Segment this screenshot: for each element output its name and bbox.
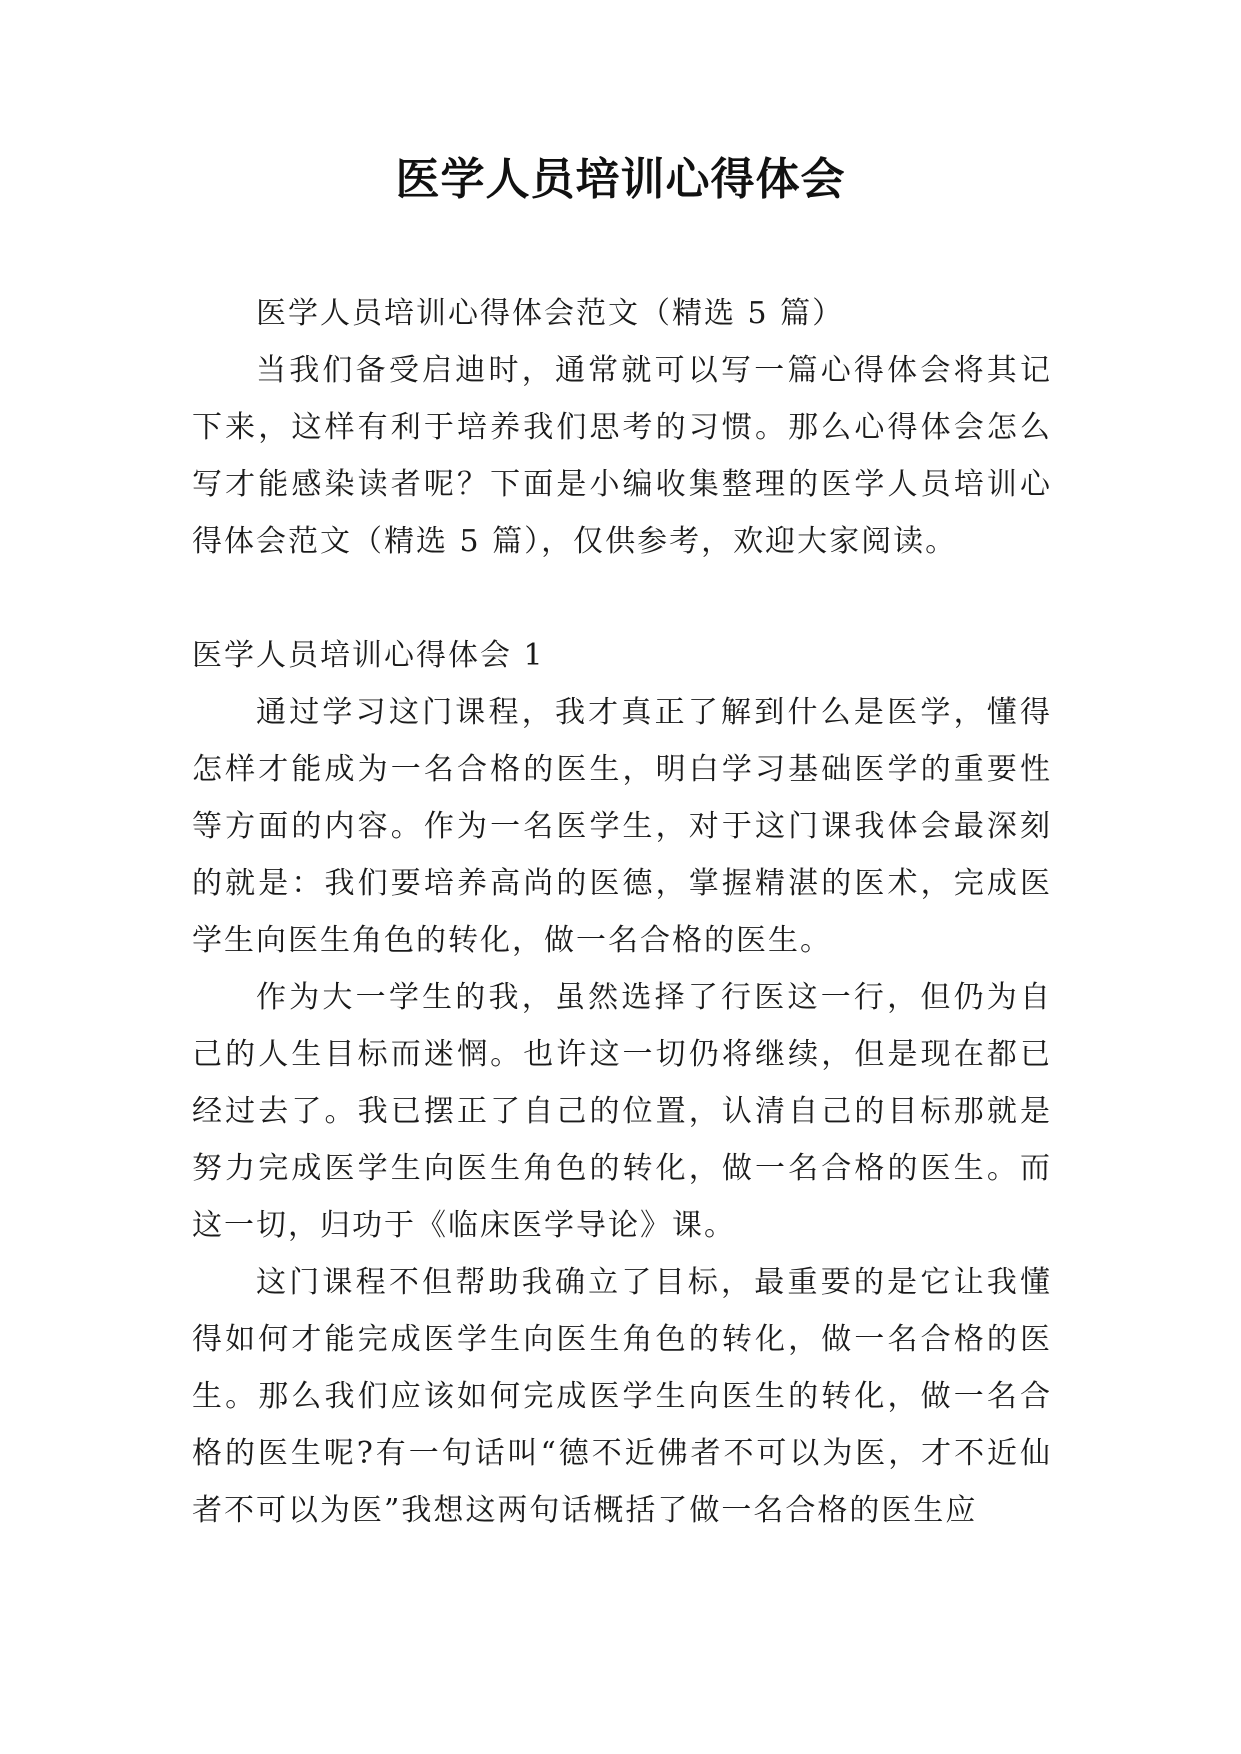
section-heading-1: 医学人员培训心得体会 1 <box>192 638 545 673</box>
body-paragraph-3: 这门课程不但帮助我确立了目标，最重要的是它让我懂得如何才能完成医学生向医生角色的转化，做一名合格的医生。那么我们应该如何完成医学生向医生的转化，做一名合格的医生呢?有一句话叫“德不近佛者不可以为医，才不近仙者不可以为医”我想这两句话概括了做一名合格的医生应 <box>192 1265 1052 1528</box>
subtitle-line: 医学人员培训心得体会范文（精选 5 篇） <box>256 296 845 331</box>
body-paragraph-1: 通过学习这门课程，我才真正了解到什么是医学，懂得怎样才能成为一名合格的医生，明白学习基础医学的重要性等方面的内容。作为一名医学生，对于这门课我体会最深刻的就是：我们要培养高尚的医德，掌握精湛的医术，完成医学生向医生角色的转化，做一名合格的医生。 <box>192 695 1052 958</box>
intro-paragraph: 当我们备受启迪时，通常就可以写一篇心得体会将其记下来，这样有利于培养我们思考的习惯。那么心得体会怎么写才能感染读者呢？下面是小编收集整理的医学人员培训心得体会范文（精选 5 篇），仅供参考，欢迎大家阅读。 <box>192 353 1052 559</box>
body-paragraph-2: 作为大一学生的我，虽然选择了行医这一行，但仍为自己的人生目标而迷惘。也许这一切仍将继续，但是现在都已经过去了。我已摆正了自己的位置，认清自己的目标那就是努力完成医学生向医生角色的转化，做一名合格的医生。而这一切，归功于《临床医学导论》课。 <box>192 980 1052 1243</box>
document-body <box>192 285 1052 1539</box>
document-title: 医学人员培训心得体会 <box>395 154 846 205</box>
